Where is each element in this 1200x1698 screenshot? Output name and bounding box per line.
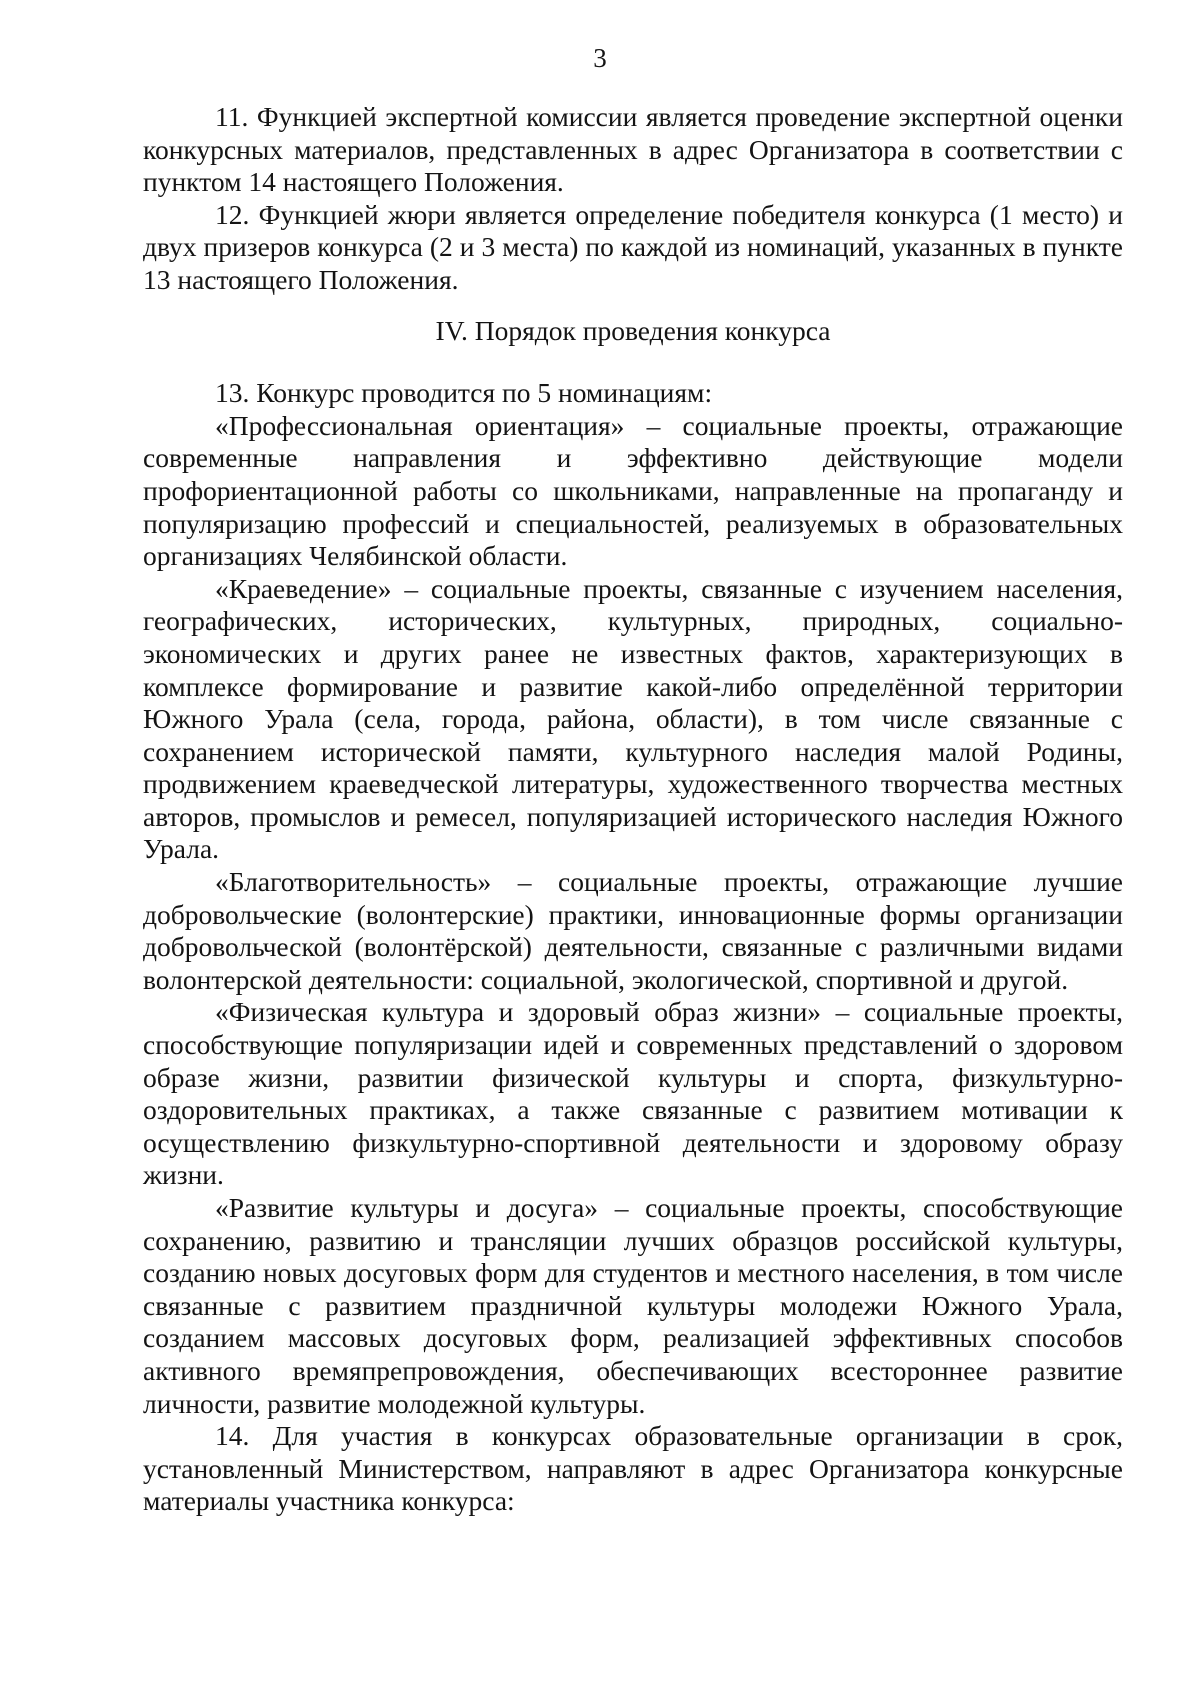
section-heading: IV. Порядок проведения конкурса [435, 314, 831, 346]
paragraph-13: 13. Конкурс проводится по 5 номинациям: [215, 377, 713, 409]
paragraph-11: 11. Функцией экспертной комиссии является проведение экспертной оценки конкурсных материалов, представленных в адрес Организатора в соответствии с пунктом 14 настоящего Положения. [143, 101, 1123, 198]
nomination-charity: «Благотворительность» – социальные проекты, отражающие лучшие добровольческие (волонтерские) практики, инновационные формы организации добровольческой (волонтёрской) деятельности, связанные с различными видами волонтерской деятельности: социальной, экологической, спортивной и другой. [143, 866, 1123, 995]
document-body [143, 101, 1123, 1518]
nomination-local-history: «Краеведение» – социальные проекты, связанные с изучением населения, географических, исторических, культурных, природных, социально-экономических и других ранее не известных фактов, характеризующих в комплексе формирование и развитие какой-либо определённой территории Южного Урала (села, города, района, области), в том числе связанные с сохранением исторической памяти, культурного наследия малой Родины, продвижением краеведческой литературы, художественного творчества местных авторов, промыслов и ремесел, популяризацией исторического наследия Южного Урала. [143, 572, 1123, 865]
paragraph-12: 12. Функцией жюри является определение победителя конкурса (1 место) и двух призеров конкурса (2 и 3 места) по каждой из номинаций, указанных в пункте 13 настоящего Положения. [143, 198, 1123, 295]
paragraph-14: 14. Для участия в конкурсах образовательные организации в срок, установленный Министерством, направляют в адрес Организатора конкурсные материалы участника конкурса: [143, 1420, 1123, 1517]
nomination-physical-culture: «Физическая культура и здоровый образ жизни» – социальные проекты, способствующие популяризации идей и современных представлений о здоровом образе жизни, развитии физической культуры и спорта, физкультурно-оздоровительных практиках, а также связанные с развитием мотивации к осуществлению физкультурно-спортивной деятельности и здоровому образу жизни. [143, 996, 1123, 1191]
page-number: 3 [593, 43, 607, 73]
nomination-culture-leisure: «Развитие культуры и досуга» – социальные проекты, способствующие сохранению, развитию и трансляции лучших образцов российской культуры, созданию новых досуговых форм для студентов и местного населения, в том числе связанные с развитием праздничной культуры молодежи Южного Урала, созданием массовых досуговых форм, реализацией эффективных способов активного времяпрепровождения, обеспечивающих всестороннее развитие личности, развитие молодежной культуры. [143, 1192, 1123, 1419]
nomination-career-guidance: «Профессиональная ориентация» – социальные проекты, отражающие современные направления и эффективно действующие модели профориентационной работы со школьниками, направленные на пропаганду и популяризацию профессий и специальностей, реализуемых в образовательных организациях Челябинской области. [143, 409, 1123, 572]
